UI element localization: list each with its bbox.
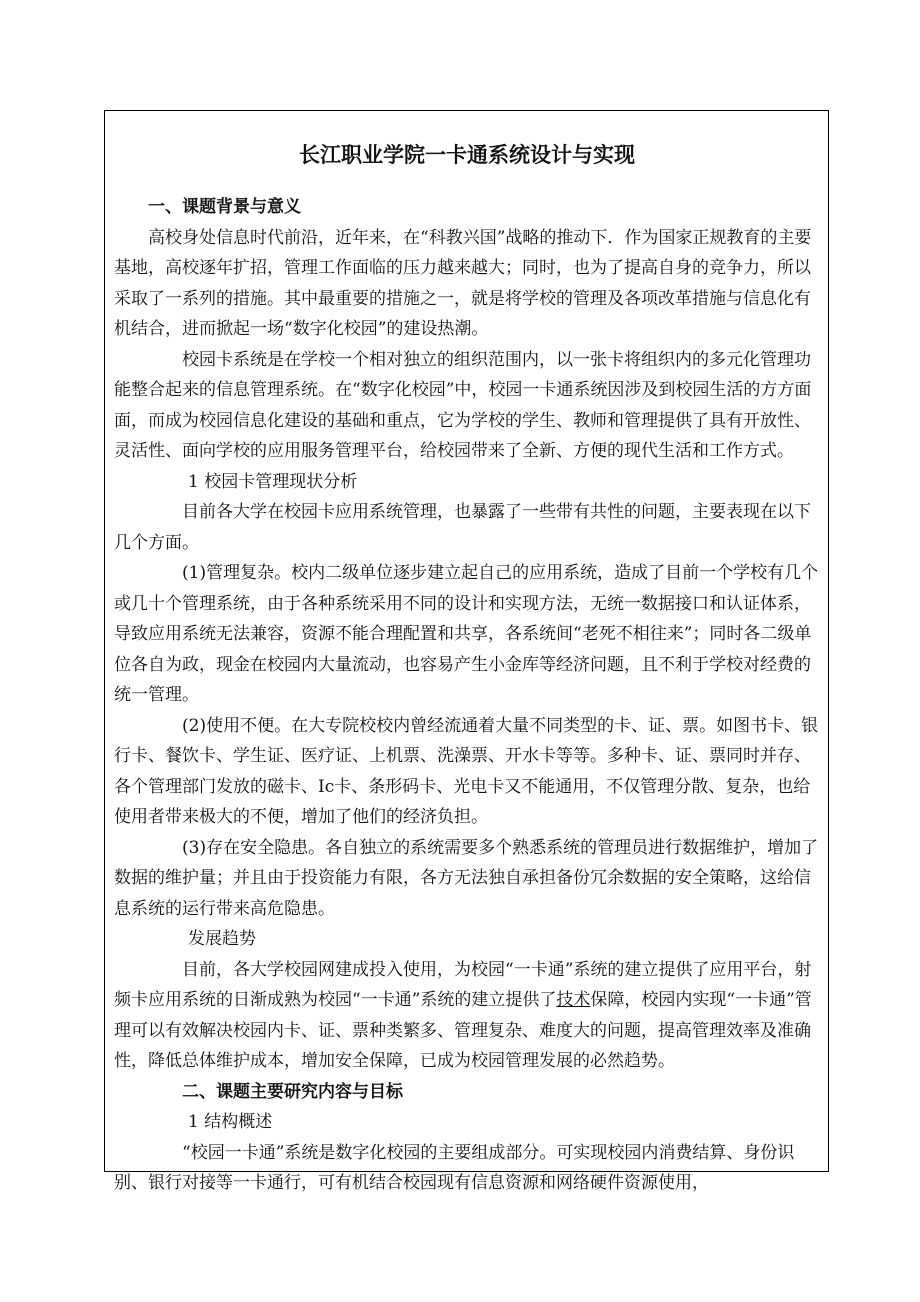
paragraph-background: 高校身处信息时代前沿，近年来，在“科教兴国”战略的推动下．作为国家正规教育的主要基地，高校逐年扩招，管理工作面临的压力越来越大；同时，也为了提高自身的竞争力，所以采取了一系列的措施。其中最重要的措施之一，就是将学校的管理及各项改革措施与信息化有机结合，进而掀起一场“数字化校园”的建设热潮。 bbox=[114, 227, 812, 339]
trends-text-start: 目前，各大学校园网建成投入使用，为校园“一卡通”系统的建立提供了应用平台，射频卡应用系统的日渐成熟为校园“一卡通”系统的建立提供了 bbox=[114, 959, 812, 1010]
paragraph-problems-intro: 目前各大学在校园卡应用系统管理，也暴露了一些带有共性的问题，主要表现在以下几个方面。 bbox=[114, 502, 811, 553]
paragraph-inconvenient-use: (2)使用不便。在大专院校校内曾经流通着大量不同类型的卡、证、票。如图书卡、银行卡、餐饮卡、学生证、医疗证、上机票、洗澡票、开水卡等等。多种卡、证、票同时并存、各个管理部门发放的磁卡、Ic卡、条形码卡、光电卡又不能通用，不仅管理分散、复杂，也给使用者带来极大的不便，增加了他们的经济负担。 bbox=[114, 715, 819, 827]
paragraph-structure-overview: “校园一卡通”系统是数字化校园的主要组成部分。可实现校园内消费结算、身份识别、银行对接等一卡通行，可有机结合校园现有信息资源和网络硬件资源使用， bbox=[114, 1142, 795, 1193]
section-heading-background: 一、课题背景与意义 bbox=[148, 197, 301, 217]
paragraph-complex-management: (1)管理复杂。校内二级单位逐步建立起自己的应用系统，造成了目前一个学校有几个或几十个管理系统，由于各种系统采用不同的设计和实现方法，无统一数据接口和认证体系，导致应用系统无法兼容，资源不能合理配置和共享，各系统间“老死不相往来”；同时各二级单位各自为政，现金在校园内大量流动，也容易产生小金库等经济问题，且不利于学校对经费的统一管理。 bbox=[114, 563, 819, 705]
paragraph-trends bbox=[114, 955, 820, 1077]
trends-text-end: 保障，校园内实现“一卡通”管理可以有效解决校园内卡、证、票种类繁多、管理复杂、难度大的问题，提高管理效率及准确性，降低总体维护成本，增加安全保障，已成为校园管理发展的必然趋势。 bbox=[114, 990, 812, 1071]
document-title: 长江职业学院一卡通系统设计与实现 bbox=[299, 143, 635, 167]
document-body bbox=[114, 138, 820, 1199]
subheading-trends: 发展趋势 bbox=[188, 929, 256, 949]
technology-link[interactable]: 技术 bbox=[556, 990, 591, 1010]
section-heading-research: 二、课题主要研究内容与目标 bbox=[182, 1081, 403, 1102]
paragraph-security-risk: (3)存在安全隐患。各自独立的系统需要多个熟悉系统的管理员进行数据维护，增加了数据的维护量；并且由于投资能力有限，各方无法独自承担备份冗余数据的安全策略，这给信息系统的运行带来高危隐患。 bbox=[114, 837, 819, 919]
subheading-current-status: 1 校园卡管理现状分析 bbox=[188, 471, 358, 492]
subheading-structure-overview: 1 结构概述 bbox=[188, 1112, 273, 1132]
paragraph-campus-card-system: 校园卡系统是在学校一个相对独立的组织范围内，以一张卡将组织内的多元化管理功能整合起来的信息管理系统。在“数字化校园”中，校园一卡通系统因涉及到校园生活的方方面面，而成为校园信息化建设的基础和重点，它为学校的学生、教师和管理提供了具有开放性、灵活性、面向学校的应用服务管理平台，给校园带来了全新、方便的现代生活和工作方式。 bbox=[114, 349, 812, 461]
